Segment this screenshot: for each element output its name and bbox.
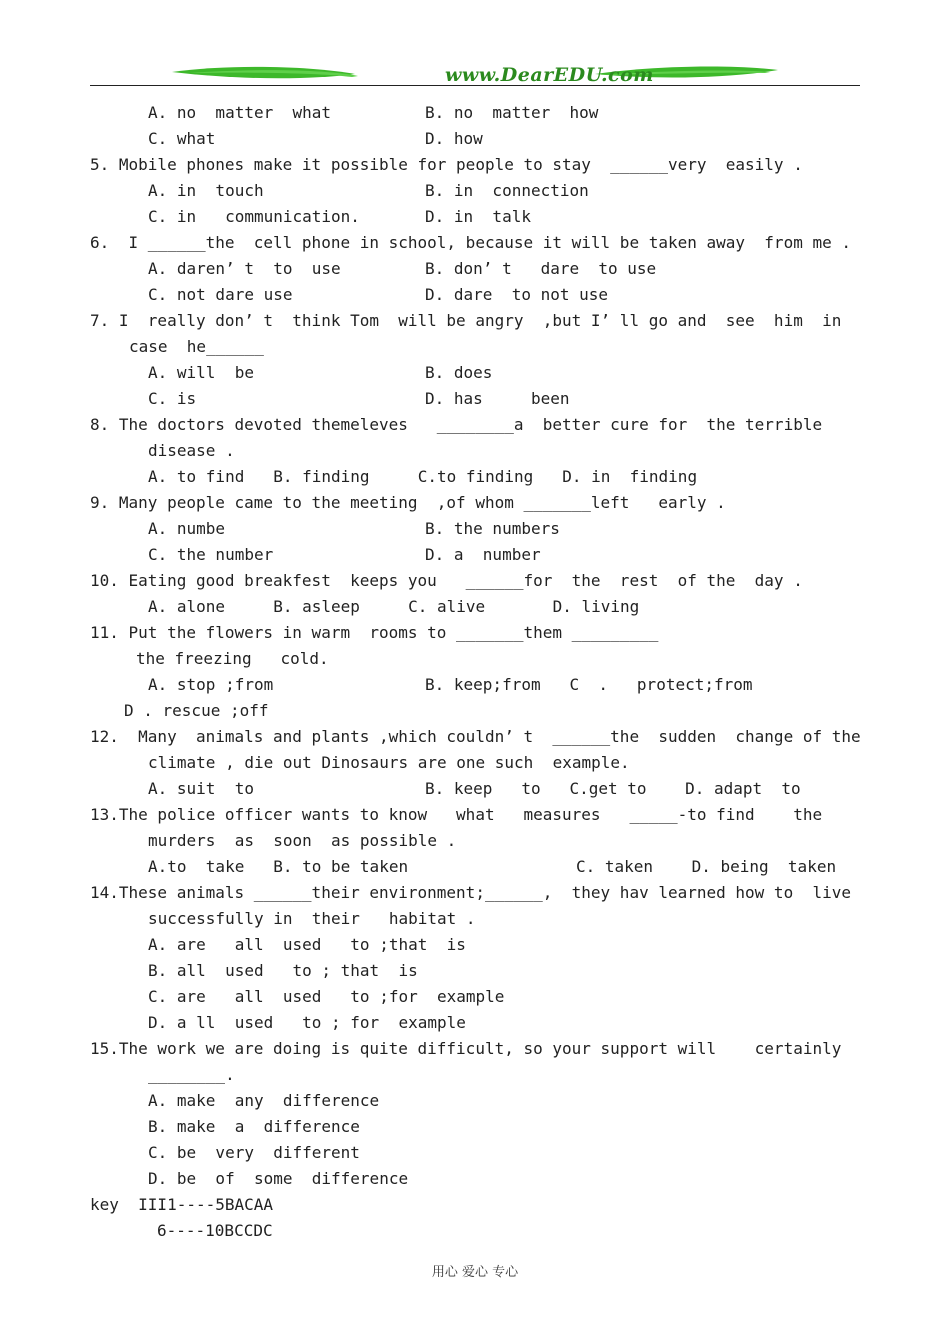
text-line: key III1----5BACAA: [90, 1195, 274, 1214]
text-line: C. not dare use: [148, 285, 293, 304]
header-divider: [90, 85, 860, 86]
text-line: successfully in their habitat .: [148, 909, 476, 928]
text-line: A. are all used to ;that is: [148, 935, 466, 954]
text-line: 6----10BCCDC: [157, 1221, 273, 1240]
text-line: 12. Many animals and plants ,which couldn’ t ______the sudden change of the: [90, 727, 861, 746]
text-line: case he______: [129, 337, 264, 356]
text-line: B. don’ t dare to use: [425, 259, 657, 278]
text-line: D. a ll used to ; for example: [148, 1013, 466, 1032]
text-line: 8. The doctors devoted themeleves ________a better cure for the terrible: [90, 415, 823, 434]
text-line: A. will be: [148, 363, 254, 382]
text-line: 6. I ______the cell phone in school, because it will be taken away from me .: [90, 233, 851, 252]
page-footer: 用心 爱心 专心: [431, 1265, 519, 1280]
text-line: 7. I really don’ t think Tom will be angry ,but I’ ll go and see him in: [90, 311, 842, 330]
text-line: C. taken D. being taken: [576, 857, 837, 876]
text-line: C. the number: [148, 545, 274, 564]
text-line: A. no matter what: [148, 103, 332, 122]
text-line: A. to find B. finding C.to finding D. in finding: [148, 467, 698, 486]
page-header: [90, 60, 860, 90]
text-line: A. alone B. asleep C. alive D. living: [148, 597, 640, 616]
text-line: B. keep to C.get to D. adapt to: [425, 779, 801, 798]
text-line: the freezing cold.: [136, 649, 329, 668]
text-line: C. is: [148, 389, 197, 408]
text-line: D. how: [425, 129, 483, 148]
text-line: B. in connection: [425, 181, 589, 200]
site-logo[interactable]: www.DearEDU.com: [445, 64, 654, 86]
text-line: 5. Mobile phones make it possible for people to stay ______very easily .: [90, 155, 803, 174]
text-line: D. a number: [425, 545, 541, 564]
text-line: C. in communication.: [148, 207, 360, 226]
text-line: B. all used to ; that is: [148, 961, 418, 980]
text-line: B. make a difference: [148, 1117, 360, 1136]
text-line: 10. Eating good breakfest keeps you ______for the rest of the day .: [90, 571, 803, 590]
text-line: A. daren’ t to use: [148, 259, 341, 278]
text-line: A. suit to: [148, 779, 254, 798]
text-line: A. stop ;from: [148, 675, 274, 694]
text-line: 15.The work we are doing is quite difficult, so your support will certainly: [90, 1039, 842, 1058]
text-line: 11. Put the flowers in warm rooms to _______them _________: [90, 623, 659, 642]
text-line: 13.The police officer wants to know what measures _____-to find the: [90, 805, 823, 824]
text-line: B. the numbers: [425, 519, 560, 538]
text-line: B. keep;from C . protect;from: [425, 675, 753, 694]
text-line: murders as soon as possible .: [148, 831, 457, 850]
text-line: B. no matter how: [425, 103, 599, 122]
text-line: ________.: [148, 1065, 235, 1084]
text-line: C. are all used to ;for example: [148, 987, 505, 1006]
text-line: 14.These animals ______their environment;______, they hav learned how to live: [90, 883, 851, 902]
text-line: D. be of some difference: [148, 1169, 409, 1188]
text-line: A. numbe: [148, 519, 226, 538]
text-line: D. in talk: [425, 207, 531, 226]
text-line: D . rescue ;off: [124, 701, 269, 720]
text-line: B. does: [425, 363, 493, 382]
text-line: climate , die out Dinosaurs are one such example.: [148, 753, 630, 772]
text-line: D. has been: [425, 389, 570, 408]
text-line: A. make any difference: [148, 1091, 380, 1110]
text-line: A. in touch: [148, 181, 264, 200]
text-line: A.to take B. to be taken: [148, 857, 409, 876]
text-line: disease .: [148, 441, 235, 460]
text-line: D. dare to not use: [425, 285, 609, 304]
text-line: 9. Many people came to the meeting ,of whom _______left early .: [90, 493, 726, 512]
text-line: C. be very different: [148, 1143, 360, 1162]
text-line: C. what: [148, 129, 216, 148]
